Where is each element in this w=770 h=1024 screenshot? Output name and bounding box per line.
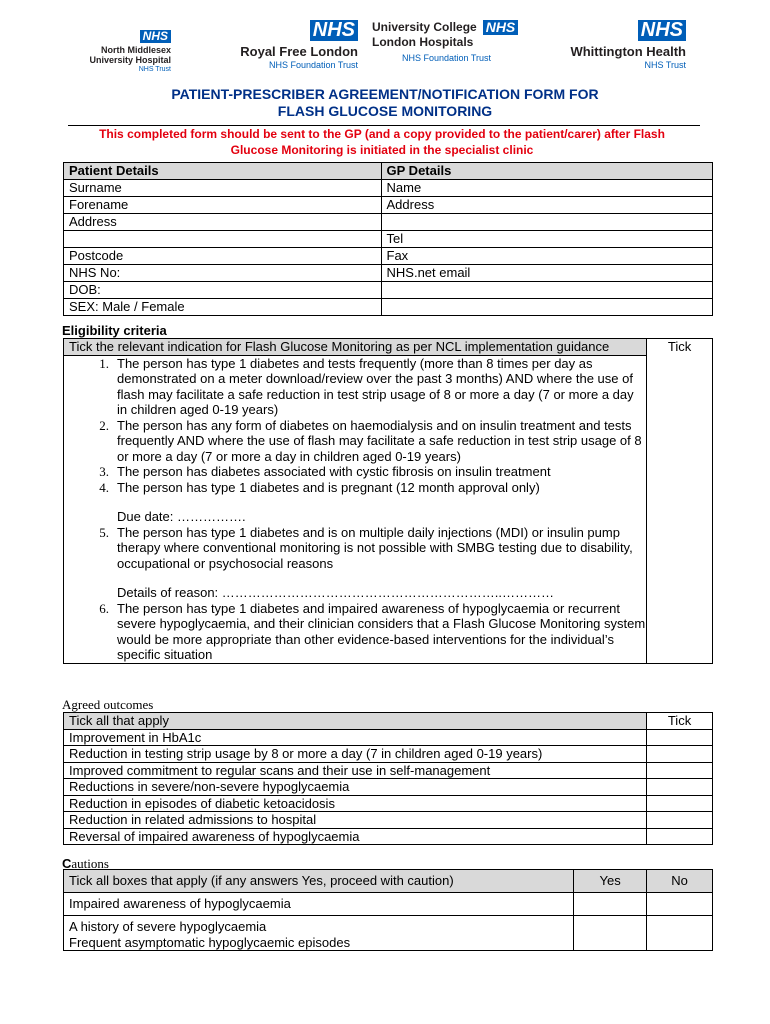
outcome-tick-cell[interactable] — [647, 762, 713, 779]
form-title: PATIENT-PRESCRIBER AGREEMENT/NOTIFICATION FORM FOR FLASH GLUCOSE MONITORING — [171, 86, 599, 119]
outcome-row — [64, 729, 713, 746]
criteria-item[interactable] — [64, 355, 713, 418]
criteria-text: The person has type 1 diabetes and tests frequently (more than 8 times per day as demonstrated on a meter download/review over the past 3 months) AND where the use of flash may facilitate a safe reduction in test strip usage of 8 or more a day (7 or more a day in children aged 0-19 years) — [117, 355, 634, 417]
cautions-table — [63, 869, 713, 951]
caution-row — [64, 916, 713, 951]
caution-no-cell[interactable] — [647, 893, 713, 916]
gp-field[interactable]: Name — [381, 179, 712, 196]
outcomes-header: Tick all that apply — [64, 713, 647, 730]
patient-field[interactable]: SEX: Male / Female — [64, 298, 382, 315]
gp-details-header: GP Details — [381, 163, 712, 180]
due-date-field[interactable]: Due date: ……………. — [117, 509, 246, 524]
criteria-text: The person has any form of diabetes on haemodialysis and on insulin treatment and tests frequently AND where the use of flash may facilitate a safe reduction in test strip usage of 8 or more a day (7 or more a day in children aged 0-19 years) — [117, 417, 642, 464]
patient-field[interactable]: Forename — [64, 196, 382, 213]
criteria-item[interactable] — [64, 480, 713, 525]
gp-field[interactable]: Tel — [381, 230, 712, 247]
outcome-tick-cell[interactable] — [647, 779, 713, 796]
logo-whittington: NHS Whittington Health NHS Trust — [570, 19, 686, 70]
yes-header: Yes — [574, 870, 647, 893]
gp-field[interactable] — [381, 281, 712, 298]
outcome-text: Reversal of impaired awareness of hypoglycaemia — [64, 828, 647, 845]
details-row — [64, 213, 713, 230]
details-row — [64, 247, 713, 264]
outcome-tick-cell[interactable] — [647, 828, 713, 845]
outcome-text: Improvement in HbA1c — [64, 729, 647, 746]
nhs-badge: NHS — [140, 30, 171, 43]
tick-header: Tick — [667, 339, 692, 354]
outcomes-table — [63, 712, 713, 845]
criteria-text: The person has diabetes associated with cystic fibrosis on insulin treatment — [117, 464, 551, 479]
eligibility-header: Tick the relevant indication for Flash Glucose Monitoring as per NCL implementation guidance — [64, 339, 647, 356]
outcomes-tick-header: Tick — [647, 713, 713, 730]
outcome-text: Reduction in related admissions to hospital — [64, 812, 647, 829]
outcome-tick-cell[interactable] — [647, 729, 713, 746]
patient-field[interactable]: Postcode — [64, 247, 382, 264]
nhs-badge: NHS — [483, 20, 519, 35]
no-header: No — [647, 870, 713, 893]
outcome-row — [64, 795, 713, 812]
item-number: 5. — [99, 524, 109, 540]
outcome-text: Reduction in episodes of diabetic ketoacidosis — [64, 795, 647, 812]
cautions-label: Cautions — [62, 856, 109, 871]
item-number: 3. — [99, 464, 109, 479]
reason-details-field[interactable]: Details of reason: ………………………………………………………..………… — [117, 585, 554, 600]
outcomes-label: Agreed outcomes — [62, 697, 154, 712]
details-table — [63, 162, 713, 316]
cautions-header-row — [64, 870, 713, 893]
patient-field[interactable]: NHS No: — [64, 264, 382, 281]
patient-details-header: Patient Details — [64, 163, 382, 180]
outcome-row — [64, 762, 713, 779]
caution-text: A history of severe hypoglycaemia — [69, 919, 267, 934]
gp-field[interactable] — [381, 213, 712, 230]
criteria-text: The person has type 1 diabetes and is pregnant (12 month approval only) — [117, 479, 540, 495]
outcome-row — [64, 746, 713, 763]
eligibility-header-row — [64, 339, 713, 356]
divider — [68, 125, 700, 126]
outcome-tick-cell[interactable] — [647, 746, 713, 763]
gp-field[interactable] — [381, 298, 712, 315]
item-number: 2. — [99, 417, 109, 433]
caution-no-cell[interactable] — [647, 916, 713, 951]
criteria-item[interactable] — [64, 525, 713, 601]
outcome-row — [64, 828, 713, 845]
outcome-row — [64, 779, 713, 796]
nhs-badge: NHS — [638, 20, 686, 41]
outcome-text: Reductions in severe/non-severe hypoglycaemia — [64, 779, 647, 796]
item-number: 1. — [99, 355, 109, 371]
eligibility-tick-column[interactable] — [647, 339, 713, 664]
criteria-item[interactable] — [64, 464, 713, 480]
gp-field[interactable]: NHS.net email — [381, 264, 712, 281]
outcome-text: Improved commitment to regular scans and their use in self-management — [64, 762, 647, 779]
eligibility-table — [63, 338, 713, 664]
caution-yes-cell[interactable] — [574, 893, 647, 916]
patient-field[interactable]: Surname — [64, 179, 382, 196]
eligibility-label: Eligibility criteria — [62, 323, 167, 338]
outcomes-header-row — [64, 713, 713, 730]
patient-field[interactable]: Address — [64, 213, 382, 230]
details-row — [64, 281, 713, 298]
details-row — [64, 179, 713, 196]
outcome-tick-cell[interactable] — [647, 812, 713, 829]
criteria-item[interactable] — [64, 418, 713, 465]
details-row — [64, 264, 713, 281]
logo-north-middlesex: NHS North Middlesex University Hospital NHS Trust — [89, 29, 171, 73]
patient-field[interactable]: DOB: — [64, 281, 382, 298]
logo-royal-free: NHS Royal Free London NHS Foundation Trust — [240, 19, 358, 70]
criteria-text: The person has type 1 diabetes and is on multiple daily injections (MDI) or insulin pump therapy where conventional monitoring is not possible with SMBG testing due to disability, occupational or psychosocial reasons — [117, 524, 633, 571]
caution-text: Impaired awareness of hypoglycaemia — [64, 893, 574, 916]
item-number: 4. — [99, 479, 109, 495]
item-number: 6. — [99, 600, 109, 616]
outcome-tick-cell[interactable] — [647, 795, 713, 812]
gp-field[interactable]: Fax — [381, 247, 712, 264]
instruction-note: This completed form should be sent to the GP (and a copy provided to the patient/carer) after Flash Glucose Monitoring is initiated in the specialist clinic — [99, 127, 665, 157]
details-row — [64, 196, 713, 213]
logo-uclh: University College London Hospitals NHS NHS Foundation Trust — [372, 20, 538, 64]
caution-text: Frequent asymptomatic hypoglycaemic episodes — [69, 934, 351, 950]
details-row — [64, 230, 713, 247]
gp-field[interactable]: Address — [381, 196, 712, 213]
criteria-item[interactable] — [64, 601, 713, 664]
outcome-text: Reduction in testing strip usage by 8 or more a day (7 in children aged 0-19 years) — [64, 746, 647, 763]
nhs-badge: NHS — [310, 20, 358, 41]
cautions-header: Tick all boxes that apply (if any answers Yes, proceed with caution) — [64, 870, 574, 893]
details-row — [64, 298, 713, 315]
criteria-text: The person has type 1 diabetes and impaired awareness of hypoglycaemia or recurrent severe hypoglycaemia, and their clinician considers that a Flash Glucose Monitoring system would be more appropriate than other evidence-based interventions for the individual’s specific situation — [117, 600, 646, 662]
caution-row — [64, 893, 713, 916]
outcome-row — [64, 812, 713, 829]
caution-yes-cell[interactable] — [574, 916, 647, 951]
patient-field[interactable] — [64, 230, 382, 247]
details-header-row — [64, 163, 713, 180]
